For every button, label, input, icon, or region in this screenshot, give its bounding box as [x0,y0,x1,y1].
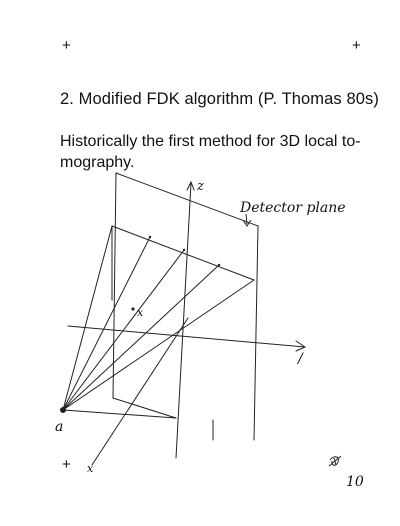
source-baseline [63,410,176,418]
z-axis-label: z [197,179,204,194]
ink-smudge-icon [329,456,341,466]
intro-line-2: mography. [60,154,135,171]
x-axis [92,318,188,465]
detector-tick-2 [183,249,185,251]
detector-line [112,226,254,280]
detector-plane-label: Detector plane [240,200,346,216]
object-point-label: x [137,306,144,319]
intro-line-1: Historically the first method for 3D local to- [60,133,361,150]
ray-2 [63,237,150,410]
back-plane-left-edge [113,173,116,398]
ray-1 [63,226,112,410]
ray-3 [63,250,184,410]
lower-plane-edge [113,398,176,418]
registration-mark-top-right: + [352,37,361,54]
section-heading: 2. Modified FDK algorithm (P. Thomas 80s) [60,90,379,108]
y-axis [68,326,305,347]
y-axis-label: / [298,351,303,367]
ray-5 [63,280,254,410]
back-plane-top-edge [116,173,258,226]
registration-mark-top-left: + [62,37,71,54]
detector-tick-3 [218,264,220,266]
source-point-label: a [55,419,64,435]
detector-tick-1 [149,236,151,238]
page-number: 10 [346,474,364,490]
z-axis [176,183,191,458]
back-plane-right-edge [254,226,258,440]
x-axis-label: x [87,462,94,475]
registration-mark-bottom-left: + [62,456,71,473]
source-point [60,407,66,413]
object-point [131,307,134,310]
